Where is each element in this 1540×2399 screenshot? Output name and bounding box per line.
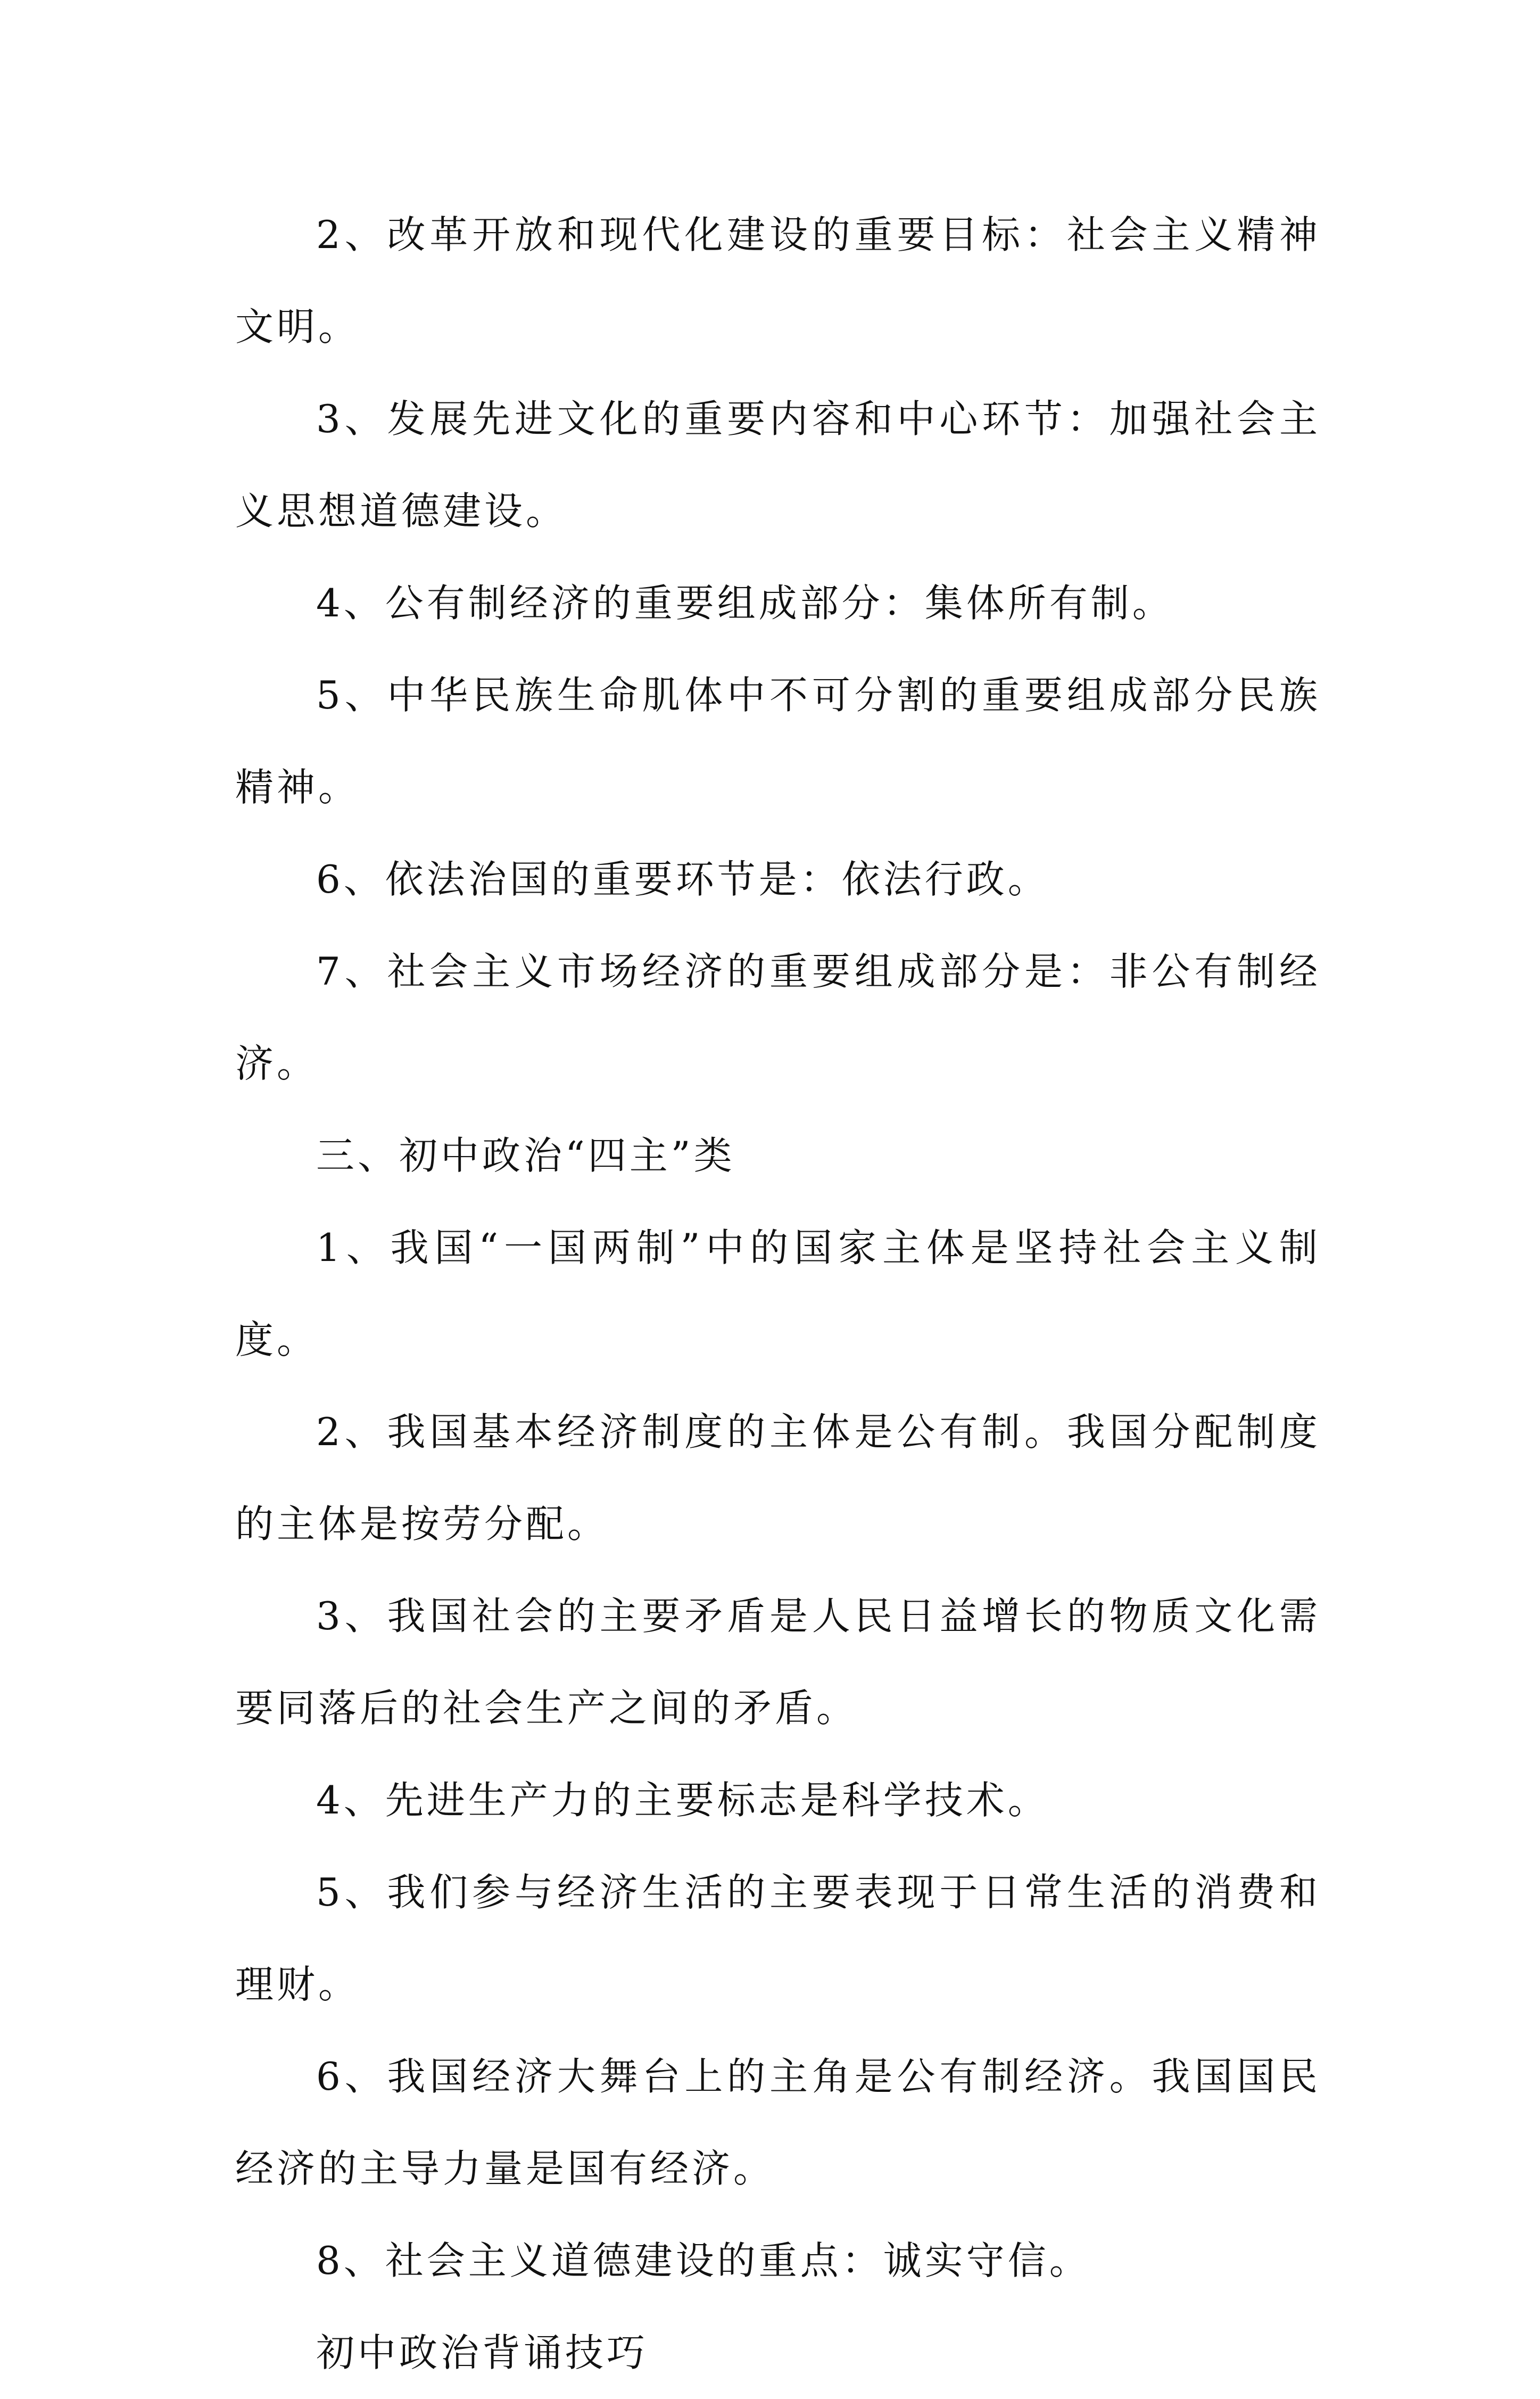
paragraph-item-6-law: 6、依法治国的重要环节是：依法行政。	[316, 857, 1049, 902]
paragraph-item-3-culture: 3、发展先进文化的重要内容和中心环节：加强社会主义思想道德建设。	[235, 397, 1321, 533]
paragraph-item-5-participation: 5、我们参与经济生活的主要表现于日常生活的消费和理财。	[235, 1870, 1321, 2007]
document-body	[235, 189, 1321, 2399]
paragraph-item-2-goal: 2、改革开放和现代化建设的重要目标：社会主义精神文明。	[235, 212, 1321, 349]
paragraph-item-4-collective: 4、公有制经济的重要组成部分：集体所有制。	[316, 581, 1174, 625]
paragraph-item-6-stage: 6、我国经济大舞台上的主角是公有制经济。我国国民经济的主导力量是国有经济。	[235, 2054, 1321, 2191]
section-heading-memorization: 初中政治背诵技巧	[316, 2330, 649, 2375]
paragraph-item-8-morality: 8、社会主义道德建设的重点：诚实守信。	[316, 2238, 1091, 2283]
paragraph-item-7-market: 7、社会主义市场经济的重要组成部分是：非公有制经济。	[235, 949, 1321, 1086]
paragraph-item-1-country: 1、我国“一国两制”中的国家主体是坚持社会主义制度。	[235, 1225, 1321, 1362]
paragraph-item-4-productivity: 4、先进生产力的主要标志是科学技术。	[316, 1778, 1049, 1823]
paragraph-item-2-economy: 2、我国基本经济制度的主体是公有制。我国分配制度的主体是按劳分配。	[235, 1409, 1321, 1546]
paragraph-item-3-contradiction: 3、我国社会的主要矛盾是人民日益增长的物质文化需要同落后的社会生产之间的矛盾。	[235, 1594, 1321, 1730]
paragraph-item-5-spirit: 5、中华民族生命肌体中不可分割的重要组成部分民族精神。	[235, 673, 1321, 810]
section-heading-four-main: 三、初中政治“四主”类	[316, 1133, 735, 1178]
